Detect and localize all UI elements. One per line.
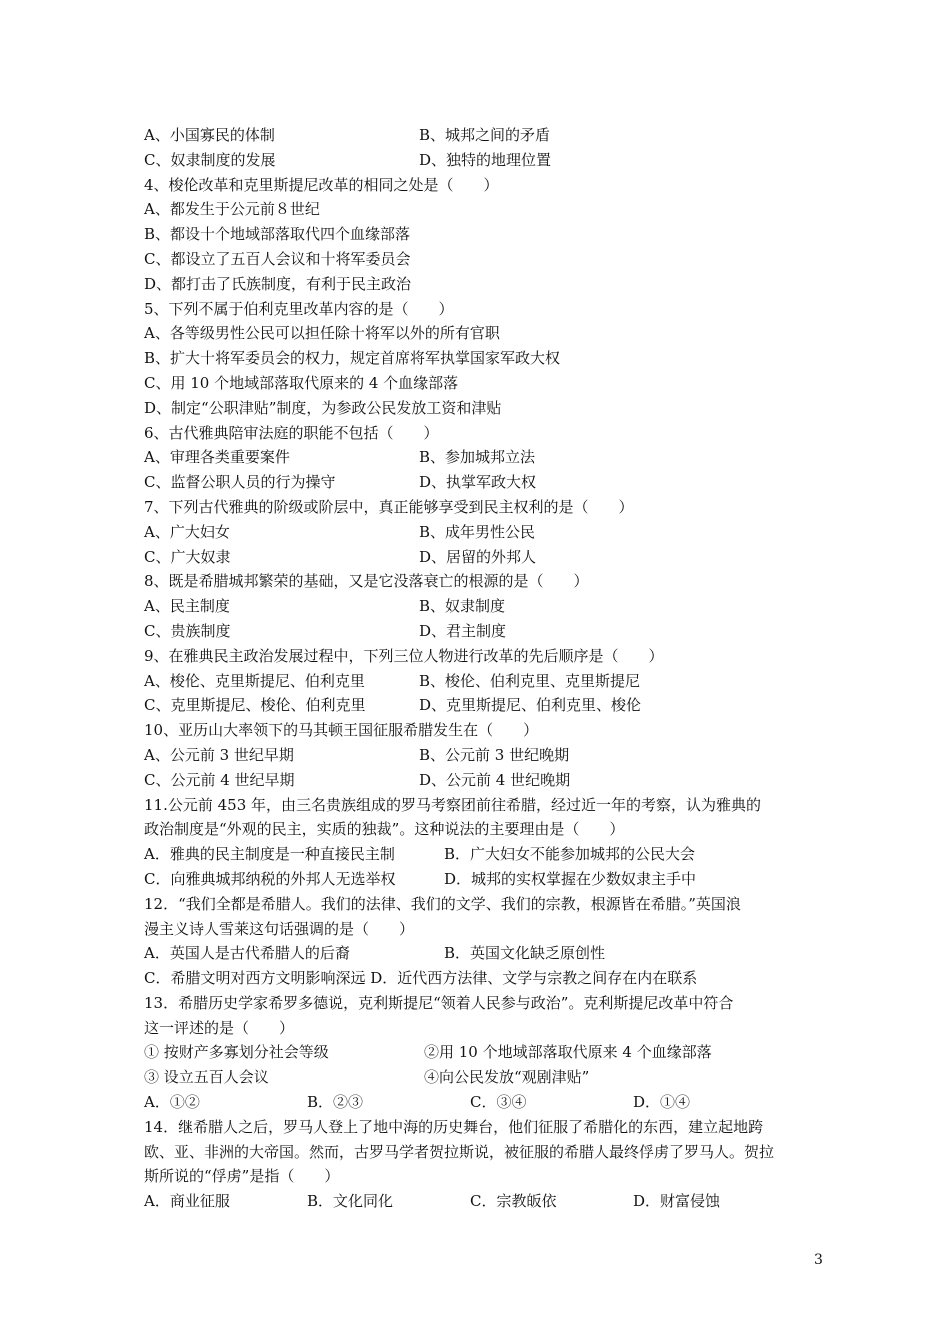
answer-option: A．英国人是古代希腊人的后裔 (144, 944, 350, 963)
text-line: 11.公元前 453 年，由三名贵族组成的罗马考察团前往希腊，经过近一年的考察，认为雅典的 (144, 795, 762, 814)
answer-option: B、城邦之间的矛盾 (419, 126, 551, 144)
answer-option: C．③④ (470, 1093, 527, 1112)
answer-options-row (144, 594, 809, 619)
question-content (144, 123, 809, 1214)
answer-option: ③ 设立五百人会议 (144, 1068, 269, 1087)
answer-option: A、审理各类重要案件 (144, 448, 290, 467)
answer-options-row (144, 867, 809, 892)
text-line: 欧、亚、非洲的大帝国。然而，古罗马学者贺拉斯说，被征服的希腊人最终俘虏了罗马人。贺拉 (144, 1142, 775, 1161)
text-line: 4、梭伦改革和克里斯提尼改革的相同之处是（ ） (144, 175, 499, 194)
text-line: 漫主义诗人雪莱这句话强调的是（ ） (144, 919, 415, 938)
text-line: 8、既是希腊城邦繁荣的基础，又是它没落衰亡的根源的是（ ） (144, 572, 589, 591)
text-line: A、各等级男性公民可以担任除十将军以外的所有官职 (144, 324, 500, 343)
answer-option: B．文化同化 (307, 1192, 394, 1211)
answer-option: C．宗教皈依 (470, 1192, 557, 1211)
answer-option: D．财富侵蚀 (633, 1192, 721, 1211)
text-line: 斯所说的“俘虏”是指（ ） (144, 1167, 340, 1186)
answer-options-row (144, 470, 809, 495)
answer-option: B．英国文化缺乏原创性 (444, 944, 606, 963)
text-line: 12．“我们全都是希腊人。我们的法律、我们的文学、我们的宗教，根源皆在希腊。”英国浪 (144, 894, 741, 913)
answer-options-row (144, 445, 809, 470)
text-line: 9、在雅典民主政治发展过程中，下列三位人物进行改革的先后顺序是（ ） (144, 646, 664, 665)
answer-options-row (144, 520, 809, 545)
text-line: B、扩大十将军委员会的权力，规定首席将军执掌国家军政大权 (144, 349, 561, 368)
answer-options-row (144, 545, 809, 570)
text-line: C、都设立了五百人会议和十将军委员会 (144, 249, 411, 268)
answer-option: C、贵族制度 (144, 621, 231, 640)
answer-options-row (144, 941, 809, 966)
answer-option: A、民主制度 (144, 597, 230, 616)
answer-options-row (144, 1189, 809, 1214)
answer-option: C、广大奴隶 (144, 547, 231, 566)
page-number: 3 (814, 1252, 823, 1268)
text-line: B、都设十个地域部落取代四个血缘部落 (144, 225, 411, 244)
text-line: 这一评述的是（ ） (144, 1018, 295, 1037)
answer-option: A、广大妇女 (144, 522, 230, 541)
answer-option: D、公元前 4 世纪晚期 (419, 770, 571, 789)
answer-option: B、参加城邦立法 (419, 448, 536, 467)
answer-option: B、梭伦、伯利克里、克里斯提尼 (419, 671, 641, 690)
answer-options-row (144, 743, 809, 768)
answer-option: C、奴隶制度的发展 (144, 150, 276, 169)
text-line: A、都发生于公元前８世纪 (144, 200, 320, 219)
answer-options-row (144, 619, 809, 644)
answer-options-row (144, 842, 809, 867)
text-line: 13．希腊历史学家希罗多德说，克利斯提尼“领着人民参与政治”。克利斯提尼改革中符合 (144, 993, 734, 1012)
answer-option: B、成年男性公民 (419, 522, 536, 541)
answer-option: D．城邦的实权掌握在少数奴隶主手中 (444, 869, 697, 888)
answer-option: A．①② (144, 1093, 200, 1112)
answer-options-row (144, 1065, 809, 1090)
text-line: 5、下列不属于伯利克里改革内容的是（ ） (144, 299, 454, 318)
text-line: 政治制度是“外观的民主，实质的独裁”。这种说法的主要理由是（ ） (144, 820, 625, 839)
answer-options-row (144, 123, 809, 148)
answer-option: A．商业征服 (144, 1192, 230, 1211)
answer-options-row (144, 768, 809, 793)
answer-option: C、克里斯提尼、梭伦、伯利克里 (144, 696, 366, 715)
answer-option: D、独特的地理位置 (419, 150, 552, 169)
answer-options-row (144, 669, 809, 694)
text-line: C、用 10 个地域部落取代原来的 4 个血缘部落 (144, 373, 459, 392)
text-line: D、制定“公职津贴”制度，为参政公民发放工资和津贴 (144, 398, 502, 417)
answer-option: ②用 10 个地域部落取代原来 4 个血缘部落 (424, 1043, 712, 1062)
text-line: 6、古代雅典陪审法庭的职能不包括（ ） (144, 423, 439, 442)
answer-option: B、公元前 3 世纪晚期 (419, 745, 570, 764)
text-line: 10、亚历山大率领下的马其顿王国征服希腊发生在（ ） (144, 721, 539, 740)
answer-option: D．①④ (633, 1093, 691, 1112)
answer-option: D、执掌军政大权 (419, 473, 537, 492)
answer-option: C．向雅典城邦纳税的外邦人无选举权 (144, 869, 396, 888)
answer-option: A、梭伦、克里斯提尼、伯利克里 (144, 671, 365, 690)
answer-option: C、监督公职人员的行为操守 (144, 473, 336, 492)
answer-options-row (144, 1040, 809, 1065)
answer-options-row (144, 1090, 809, 1115)
answer-option: B、奴隶制度 (419, 597, 506, 616)
answer-option: ④向公民发放“观剧津贴” (424, 1068, 590, 1087)
answer-option: D、居留的外邦人 (419, 547, 537, 566)
answer-option: A、公元前 3 世纪早期 (144, 745, 294, 764)
answer-option: D、君主制度 (419, 621, 507, 640)
text-line: 14．继希腊人之后，罗马人登上了地中海的历史舞台，他们征服了希腊化的东西，建立起地跨 (144, 1117, 764, 1136)
answer-option: D、克里斯提尼、伯利克里、梭伦 (419, 696, 642, 715)
answer-option: C、公元前 4 世纪早期 (144, 770, 295, 789)
answer-option: B．广大妇女不能参加城邦的公民大会 (444, 845, 696, 864)
answer-options-row (144, 148, 809, 173)
answer-option: A、小国寡民的体制 (144, 126, 275, 144)
answer-option: A．雅典的民主制度是一种直接民主制 (144, 845, 395, 864)
answer-options-row (144, 693, 809, 718)
text-line: C．希腊文明对西方文明影响深远 D．近代西方法律、文学与宗教之间存在内在联系 (144, 969, 698, 988)
answer-option: B．②③ (307, 1093, 364, 1112)
text-line: 7、下列古代雅典的阶级或阶层中，真正能够享受到民主权利的是（ ） (144, 497, 634, 516)
text-line: D、都打击了氏族制度，有利于民主政治 (144, 274, 412, 293)
answer-option: ① 按财产多寡划分社会等级 (144, 1043, 329, 1062)
